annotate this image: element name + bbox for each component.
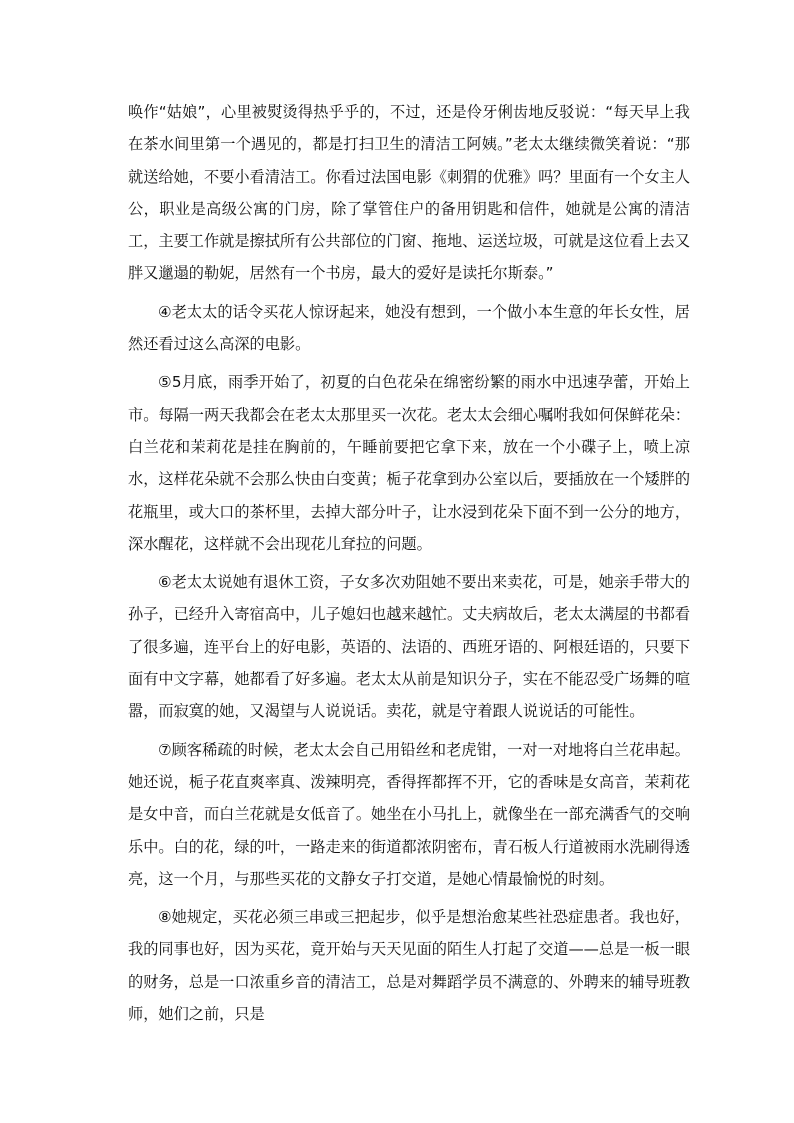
paragraph-5: ⑤5月底，雨季开始了，初夏的白色花朵在绵密纷繁的雨水中迅速孕蕾，开始上市。每隔一两天我都会在老太太那里买一次花。老太太会细心嘱咐我如何保鲜花朵：白兰花和茉莉花是挂在胸前的，午睡前要把它拿下来，放在一个小碟子上，喷上凉水，这样花朵就不会那么快由白变黄；栀子花拿到办公室以后，要插放在一个矮胖的花瓶里，或大口的茶杯里，去掉大部分叶子，让水浸到花朵下面不到一公分的地方，深水醒花，这样就不会出现花儿耷拉的问题。	[128, 373, 690, 553]
paragraph-6: ⑥老太太说她有退休工资，子女多次劝阻她不要出来卖花，可是，她亲手带大的孙子，已经升入寄宿高中，儿子媳妇也越来越忙。丈夫病故后，老太太满屋的书都看了很多遍，连平台上的好电影，英语的、法语的、西班牙语的、阿根廷语的，只要下面有中文字幕，她都看了好多遍。老太太从前是知识分子，实在不能忍受广场舞的喧嚣，而寂寞的她，又渴望与人说说话。卖花，就是守着跟人说说话的可能性。	[128, 573, 690, 721]
paragraph-4: ④老太太的话令买花人惊讶起来，她没有想到，一个做小本生意的年长女性，居然还看过这么高深的电影。	[128, 302, 690, 354]
paragraph-7: ⑦顾客稀疏的时候，老太太会自己用铅丝和老虎钳，一对一对地将白兰花串起。她还说，栀子花直爽率真、泼辣明亮，香得挥都挥不开，它的香味是女高音，茉莉花是女中音，而白兰花就是女低音了。她坐在小马扎上，就像坐在一部充满香气的交响乐中。白的花，绿的叶，一路走来的街道都浓阴密布，青石板人行道被雨水洗刷得透亮，这一个月，与那些买花的文静女子打交道，是她心情最愉悦的时刻。	[128, 740, 690, 888]
paragraph-continuation: 唤作“姑娘”，心里被熨烫得热乎乎的，不过，还是伶牙俐齿地反驳说：“每天早上我在茶水间里第一个遇见的，都是打扫卫生的清洁工阿姨。”老太太继续微笑着说：“那就送给她，不要小看清洁工。你看过法国电影《刺猬的优雅》吗？里面有一个女主人公，职业是高级公寓的门房，除了掌管住户的备用钥匙和信件，她就是公寓的清洁工，主要工作就是擦拭所有公共部位的门窗、拖地、运送垃圾，可就是这位看上去又胖又邋遢的勒妮，居然有一个书房，最大的爱好是读托尔斯泰。”	[128, 103, 690, 283]
paragraph-8: ⑧她规定，买花必须三串或三把起步，似乎是想治愈某些社恐症患者。我也好，我的同事也好，因为买花，竟开始与天天见面的陌生人打起了交道——总是一板一眼的财务，总是一口浓重乡音的清洁工，总是对舞蹈学员不满意的、外聘来的辅导班教师，她们之前，只是	[128, 908, 690, 1024]
document-page	[128, 96, 690, 1030]
